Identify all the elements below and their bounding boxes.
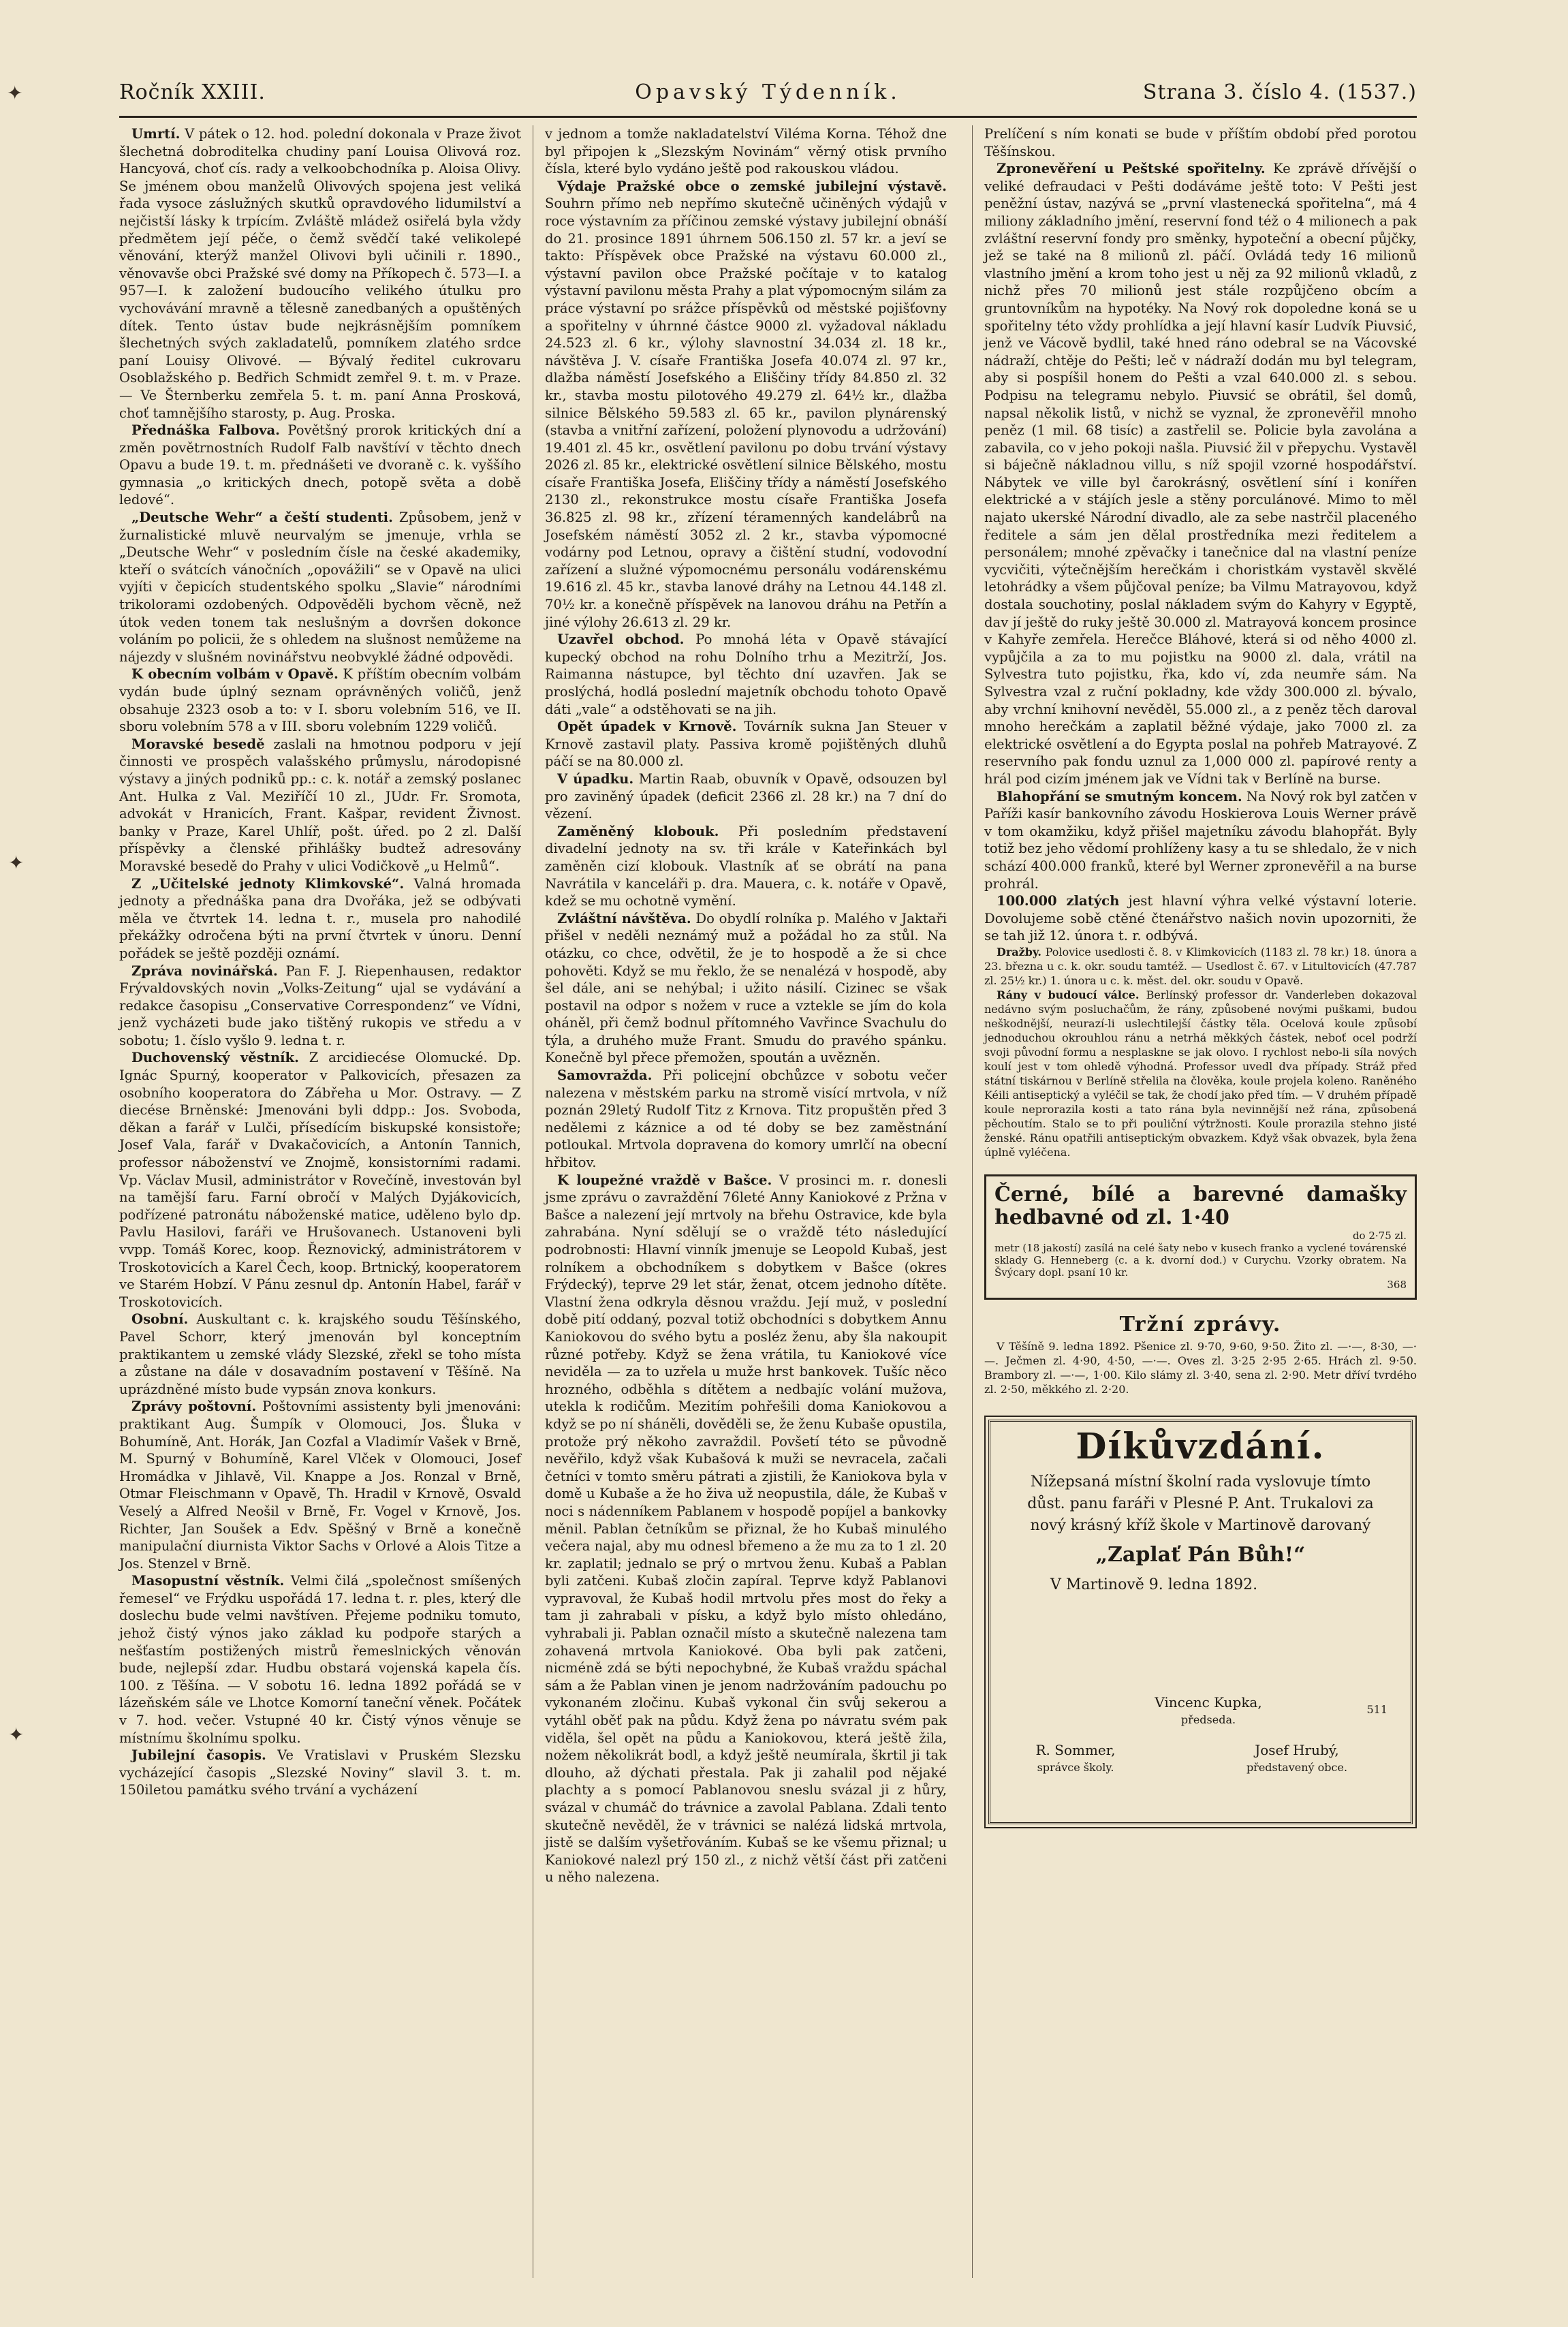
article [984,788,1417,893]
article-body: jest hlavní výhra velké výstavní loterie. Dovolujeme sobě ctěné čtenářstvo našich novin upozorniti, že se tah již 12. února t. r. odbývá. [984,893,1417,944]
article-heading: Z „Učitelské jednoty Klimkovské“. [131,875,405,892]
article [545,718,947,770]
article-body: Po mnohá léta v Opavě stávající kupecký obchod na rohu Dolního trhu a Mezitrží, Jos. Raimanna nástupce, byl těchto dní uzavřen. Jak se proslýchá, hodlá poslední majetník obchodu tohoto Opavě dáti „vale“ a odstěhovati se na jih. [545,631,947,717]
article-heading: K obecním volbám v Opavě. [131,666,339,683]
article-body: K příštím obecním volbám vydán bude úplný seznam oprávněných voličů, jenž obsahuje 2323 osob a to: v I. sboru volebním 516, ve II. sboru volebním 578 a v III. sboru volebním 1229 voličů. [119,666,521,735]
thanks-body: Nížepsaná místní školní rada vyslovuje tímto důst. panu faráři v Plesné P. Ant. Trukalovi za nový krásný kříž škole v Martinově darovaný [1027,1473,1374,1535]
article-body: Ve Vratislavi v Pruském Slezsku vycházející časopis „Slezské Noviny“ slavil 3. t. m. 150iletou památku svého trvání a vycházení [119,1747,521,1798]
thanks-notice [988,1420,1413,1824]
article-body: Berlínský professor dr. Vanderleben dokazoval nedávno svým posluchačům, že rány, způsobené novými puškami, budou neškodnější, neurazí-li uslechtilejší částky těla. Ocelová koule způsobí jednoduchou okrouhlou ránu a netrhá měkkých částek, neboť ocel podrží svoji původní formu a nesplaskne se jak olovo. I rychlost nebo-li síla nových koulí jest v tom ohledě výhodná. Professor uvedl dva případy. Stráž před státní tiskárnou v Berlíně střelila na člověka, koule projela kolenо. Raněného Kéili antiseptický a vyléčil se tak, že chodí jako před tím. — V druhém případě koule neprorazila kosti a tato rána byla nevinnější než rána, způsobená pěchoutím. Stalo se to při pouliční výtržnosti. Koule prorazila stehno jisté ženské. Ránu opatřili antiseptickým obvazkem. Když však obvazek, byla žena úplně vyléčena. [984,988,1417,1159]
article-heading: Osobní. [131,1311,189,1328]
column-3 [984,125,1417,1824]
article-heading: Zaměněný klobouk. [557,823,719,839]
article-heading: Umrtí. [131,126,181,142]
ad-text: metr (18 jakostí) zasílá na celé šaty nebo v kusech franko a vyclené továrenské sklady G. Henneberg (c. a k. dvorní dod.) v Curychu. Vzorky obratem. Na Švýcary dopl. psaní 10 kr. [994,1241,1407,1279]
article-body: Na Nový rok byl zatčen v Paříži kasír bankovního závodu Hoskierova Louis Werner právě v tom okamžiku, když přišel majetníku závodu blahopřát. Byly totiž bez jeho vědomí prohlíženy kasy a tu se shledalo, že v nich schází 400.000 franků, které byl Werner zpronevěřil a na burse prohrál. [984,788,1417,892]
page-header [119,80,1417,110]
article [984,945,1417,988]
newspaper-page [119,80,1417,2281]
article-heading: V úpadku. [557,770,634,787]
signer-role: správce školy. [1037,1761,1114,1775]
article-heading: 100.000 zlatých [997,893,1120,909]
article-continuation: Prelíčení s ním konati se bude v příštím období před porotou Těšínskou. [984,126,1417,159]
article [545,910,947,1067]
market-reports: V Těšíně 9. ledna 1892. Pšenice zl. 9·70, 9·60, 9·50. Žito zl. —·—, 8·30, —·—. Ječmen zl. 4·90, 4·50, —·—. Oves zl. 3·25 2·95 2·65. Hrách zl. 9·50. Brambory zl. —·—, 1·00. Kilo slámy zl. 3·40, sena zl. 2·90. Metr dříví tvrdého zl. 2·50, měkkého zl. 2·20. [984,1339,1417,1396]
volume-label: Ročník XXIII. [119,80,266,104]
article-body: Ke zprávě dřívější o veliké defraudaci v Pešti dodáváme ještě toto: V Pešti jest peněžní ústav, nazývá se „první vlastenecká spořitelna“, má 4 miliony základního jmění, reservní fond též o 4 milionech a pak zvláštní reservní fondy pro směnky, hypoteční a obecní půjčky, jež se také na 8 milionů zl. páčí. Ovládá tedy 16 milionů vlastního jmění a krom toho jest u něj za 92 milionů vkladů, z nichž přes 70 milionů jest stále rozpůjčeno obcím a gruntovníkům na hypotéky. Na Nový rok dopoledne koná se u spořitelny této vždy prohlídka a její hlavní kasír Ludvík Piuvsić, jenž ve Vácově bydlil, také hned ráno odebral se na Vácovské nádraží, chtěje do Pešti; leč v nádraží dodán mu byl telegram, aby si pospíšil honem do Pešti a vzal 640.000 zl. s sebou. Podpisu na telegramu nebylo. Piuvsić se obrátil, šel domů, napsal několik listů, v nichž se vyznal, že zpronevěřil mnoho peněz (1 mil. 68 tisíc) a zastřelil se. Policie byla zavolána a zabavila, co v jeho pokoji našla. Piuvsić žil v přepychu. Vystavěl si báječně nákladnou villu, s níž spojil vzorné hospodářství. Nábytek ve ville byl čarokrásný, osvětlení síní i konířen elektrické a v stájích jesle a stěny porculánové. Mimo to měl najato ukerské Národní divadlo, ale za sebe nastrčil placeného ředitele a sám jen dělal prostředníka mezi ředitelem a personálem; mnohé zpěvačky i tanečnice dal na vlastní peníze vycvičiti, výtečnějším herečkám i choristkám vystavěl skvělé letohrádky a všem půjčoval peníze; ba Vilmu Matrayovou, když dostala souchotiny, poslal nákladem svým do Kahyry v Egyptě, dav jí ještě do ruky ještě 30.000 zl. Matrayová koncem prosince v Kahyře zemřela. Herečce Bláhové, která si od něho 4000 zl. vypůjčila a za to mu pojistku na 9000 zl. dala, vrátil na Sylvestra tuto pojistku, řka, kdo ví, zda neumře sám. Na Sylvestra vzal z ruční pokladny, kde vždy 300.000 zl. bývalo, aby vrchní knihovní nevěděl, 55.000 zl., a z peněz těch daroval mnoho herečkám a zaplatil běžné výdaje, jako 7000 zl. za elektrické osvětlení a do Egypta poslal na pohřeb Matrayové. Z reservního pak fondu uznul za 1,000 000 zl. papírové renty a hrál pod cizím jménem jak ve Vídni tak v Berlíně na burse. [984,161,1417,787]
thanks-motto: „Zaplať Pán Bůh!“ [1095,1543,1306,1567]
article [119,1049,521,1311]
binding-mark: ✦ [7,82,23,104]
article-body: Při posledním představení divadelní jednoty na sv. tři krále v Kateřinkách byl zaměněn cizí klobouk. Vlastník ať se obrátí na pana Navrátila v kanceláři p. dra. Mauera, c. k. notáře v Opavě, kdež se mu ochotně vymění. [545,823,947,909]
article-heading: Dražby. [997,945,1041,958]
article-body: Velmi čilá „společnost smíšených řemesel“ ve Frýdku uspořádá 17. ledna t. r. ples, který dle doslechu bude velmi navštíven. Přejeme podniku tomuto, jehož čistý výnos jako základ ku podpoře starých a nešťastím postižených mistrů řemeslnických věnován bude, nejlepší zdar. Hudbu obstará vojenská kapela čís. 100. z Těšína. — V sobotu 16. ledna 1892 pořádá se v lázeňském sále ve Lhotce Komorní taneční věnek. Počátek v 7. hod. večer. Vstupné 40 kr. Čistý výnos věnuje se místnímu školnímu spolku. [119,1573,522,1746]
header-rule [119,116,1417,118]
article-body: V prosinci m. r. donesli jsme zprávu o zavraždění 76leté Anny Kaniokové z Pržna v Bašce a nalezení její mrtvoly na břehu Ostravice, kde byla zahrabána. Nyní sdělují se o vraždě této následující podrobnosti: Hlavní vinník jmenuje se Leopold Kubaš, jest rolníkem a obchodníkem s dobytkem v Bašce (okres Frýdecký), teprve 29 let stár, ženat, otcem jednoho dítěte. Vlastní žena odkryla děsnou vraždu. Její muž, v poslední době pití oddaný, pozval totiž obchodníci s dobytkem Annu Kaniokovou do svého bytu a posléz ženu, aby šla nakoupit různé potřeby. Když se žena vrátila, tu Kaniokové více neviděla — za to uzřela u muže hrst bankovek. Tušíc něco hrozného, odběhla s dítětem a nedbajíc volání mužova, utekla k rodičům. Mezitím pohřešili doma Kaniokovou a když se po ní sháněli, dověděli se, že ženu Kubaše opustila, protože prý někoho zavraždil. Povšetí této se původně nevěřilo, když však Kubašová k muži se nevracela, začali četníci v tomto směru pátrati a zjistili, že Kaniokova byla v domě u Kubaše a že ho živa už neopustila, dále, že Kubaš v noci s nádenníkem Pablanem v hospodě popíjel a bankovky měnil. Pablan četníkům se přiznal, že ho Kubaš minulého večera najal, aby mu odnesl břemeno a že mu za to 1 zl. 20 kr. zaplatil; jednalo se prý o mrtvou ženu. Kubaš a Pablan byli zatčeni. Kubaš zločin zapíral. Teprve když Pablanovi vypravoval, že Kubaš hodil mrtvolu přes most do řeky a tam ji zahrabali v písku, a když bylo místo ohledáno, vyhrabali ji. Pablan označil místo a skutečně nalezena tam zohavená mrtvola Kaniokové. Oba byli pak zatčeni, nicméně zdá se býti nepochybné, že Kubaš vraždu spáchal sám a že Pablan vinen je jenom nadržováním padouchu po vykonaném zločinu. Kubaš vykonal čin svůj sekerou a vytáhl oběť pak na půdu. Když žena po návratu svém pak viděla, šel opět na půdu a Kaniokovou, která ještě žila, nožem několikrát bodl, a když ještě neumírala, škrtil ji tak dlouho, až dýchati přestala. Pak ji zahalil pod nějaké plachty a s pomocí Pablanovou sneslu svázal ji z hůry, svázal v chumáč do trávnice a zavolal Pablana. Zdali tento skutečně nevěděl, že v trávnici se nalézá lidská mrtvola, jistě se dalším vyšetřováním. Kubaš se ke všemu přiznal; u Kaniokové nalezl prý 150 zl., z nichž větší část při zatčeni u něho nalezena. [545,1172,947,1886]
article [984,988,1417,1159]
article [119,509,521,666]
article-body: Poštovními assistenty byli jmenováni: praktikant Aug. Šumpík v Olomouci, Jos. Šluka v Bohumíně, Ant. Horák, Jan Cozfal a Vladimír Vašek v Brně, M. Spurný v Bohumíně, Karel Vlček v Olomouci, Josef Hromádka v Jihlavě, Vil. Knappe a Jos. Ronzal v Brně, Otmar Fleischmann v Opavě, Th. Hradil v Krnově, Osvald Veselý a Alfred Neošil v Brně, Fr. Vogel v Krnově, Jos. Richter, Jan Soušek a Edv. Spěšný v Brně a konečně manipulační diurnista Viktor Sachs v Orlové a Alois Titze a Jos. Stenzel v Brně. [119,1399,522,1572]
article-heading: Uzavřel obchod. [557,631,685,648]
article-continuation: v jednom a tomže nakladatelství Vilémа Korna. Téhož dne byl připojen k „Slezským Novinám“ věrný otisk prvního čísla, které bylo vydáno ještě pod rakouskou vládou. [545,126,947,177]
ad-price-tail: do 2·75 zl. [1352,1229,1407,1242]
article-body: Martin Raab, obuvník v Opavě, odsouzen byl pro zaviněný úpadek (deficit 2366 zl. 28 kr.) na 7 dní do vězení. [545,770,947,822]
article [119,1572,521,1747]
signer-role: předseda. [1180,1713,1236,1727]
signature-mayor [1236,1742,1358,1777]
article-heading: Opět úpadek v Krnově. [557,719,737,735]
article [545,1067,947,1172]
column-2 [545,125,947,1886]
article [984,892,1417,945]
newspaper-title: Opavský Týdenník. [635,80,901,104]
thanks-place-date: V Martinově 9. ledna 1892. [1050,1576,1258,1593]
article [545,770,947,823]
article-heading: Přednáška Falbova. [131,422,281,439]
article [119,125,521,422]
article-heading: Moravské besedě [131,736,265,752]
article-heading: Zvláštní návštěva. [557,910,691,926]
article-heading: Jubilejní časopis. [131,1747,266,1764]
notice-number: 511 [1366,1702,1387,1716]
article [119,963,521,1050]
signature-chair [1154,1694,1263,1729]
article-body: Továrník sukna Jan Steuer v Krnově zastavil platy. Passiva kromě pojištěných dluhů páčí se na 80.000 zl. [545,719,947,770]
page-number: Strana 3. číslo 4. (1537.) [1142,80,1417,104]
article-body: Pan F. J. Riepenhausen, redaktor Frývaldovských novin „Volks-Zeitung“ ujal se vydávání a redakce časopisu „Conservative Correspondenz“ ve Vídni, jenž vycházeti bude jako tištěný rukopis ve středu a v sobotu; 1. číslo vyšlo 9. ledna t. r. [119,963,521,1048]
article-body: V pátek o 12. hod. polední dokonala v Praze život šlechetná dobroditelka chudiny paní Louisa Olivová roz. Hancyová, choť cís. rady a velkoobchodníka p. Aloisa Olivy. Se jménem obou manželů Olivových spojena jest veliká řada vysoce záslužných skutků opravdového lidumilství a nejčistší lásky k trpícím. Zvláště mládež osiřelá byla vždy předmětem její péče, o čemž svědčí také velikolepé věnování, kterýž manžel Olivovi byli učinili r. 1890., věnovavše obci Pražské své domy na Příkopech č. 573—I. a 957—I. k založení budoucího velikého útulku pro vychovávání mravně a tělesně zanedbaných a opuštěných dítek. Tento ústav bude nejkrásnějším pomníkem šlechetných svých zakladatelů, pomníkem zlatého srdce paní Louisy Olivové. — Bývalý ředitel cukrovaru Osoblažského p. Bedřich Schmidt zemřel 9. t. m. v Praze. — Ve Šternberku zemřela 5. t. m. paní Anna Prosková, choť tamnějšího starosty, p. Aug. Proska. [119,126,521,421]
article-heading: Výdaje Pražské obce o zemské jubilejní výstavě. [557,178,947,194]
thanks-title: Díkůvzdání. [1076,1425,1326,1467]
article-body: Auskultant c. k. krajského soudu Těšínského, Pavel Schorr, který jmenován byl konceptním praktikantem u zemské vlády Slezské, zřekl se toho místa a zůstane na dále v dosavadním postavení v Těšíně. Na uprázdněné místo bude vypsán znova konkurs. [119,1311,521,1397]
column-1 [119,125,521,1799]
article-heading: Zprávy poštovní. [131,1399,257,1415]
article-body: Při policejní obchůzce v sobotu večer nalezena v městském parku na stromě visící mrtvola, v níž poznán 29letý Rudolf Titz z Krnova. Titz propuštěn před 3 nedělemi z káznice a od té doby se bez zaměstnání potloukal. Mrtvola dopravena do komory umrlčí na obecní hřbitov. [545,1067,947,1171]
article-heading: Zpráva novinářská. [131,963,278,979]
article-heading: K loupežné vraždě v Bašce. [557,1172,772,1188]
article-heading: Samovražda. [557,1067,653,1084]
article [119,422,521,509]
article [545,823,947,910]
article-body: Polovice usedlosti č. 8. v Klimkovicích (1183 zl. 78 kr.) 18. února a 23. března u c. k. okr. soudu tamtéž. — Usedlost č. 67. v Litultovicích (47.787 zl. 25½ kr.) 1. února u c. k. měst. del. okr. soudu v Opavě. [984,945,1417,987]
article-body: Způsobem, jenž v žurnalistické mluvě neurvalým se jmenuje, vrhla se „Deutsche Wehr“ v posledním čísle na české akademiky, kteří o svátcích vánočních „opovážili“ se v Opavě na ulici vyjíti v čepicích studentského spolku „Slavie“ národními trikolorami ozdobených. Odpověděli bychom věcně, než útok veden tonem tak neslušným a dovršen dokonce voláním po policii, že s ohledem na slušnost nemůžeme na nájezdy v slušném novinářstvu neobvyklé žádné odpovědi. [119,510,521,665]
article-heading: „Deutsche Wehr“ a čeští studenti. [131,510,393,526]
article-heading: Duchovenský věstník. [131,1050,299,1066]
advertisement-silk [984,1174,1417,1300]
article-heading: Rány v budoucí válce. [997,988,1140,1001]
article-body: Do obydlí rolníka p. Maléhо v Jaktaři přišel v neděli neznámý muž a požádal ho za stůl. Na otázku, co chce, odvětil, že je to hospodě a že si chce pohověti. Když se mu řeklo, že se nenalézá v hospodě, aby šel dále, ani se nehýbal; i užito násilí. Cizinec se však postavil na odpor s nožem v ruce a vztekle se jím do kola oháněl, při čemž bodnul přítomného Vavřince Svachulu do týla, a druhého muže Frant. Smudu do pravého spánku. Konečně byl přece přemožen, spoután a uvězněn. [545,910,947,1066]
article [119,1398,521,1572]
article [545,178,947,631]
article [119,1311,521,1398]
market-reports-title: Tržní zprávy. [1119,1312,1282,1337]
article-heading: Zpronevěření u Peštské spořitelny. [997,161,1266,177]
signer-role: představený obce. [1246,1761,1348,1775]
ad-headline: Černé, bílé a barevné damašky hedbavné od zl. 1·40 [994,1182,1407,1230]
article [545,1172,947,1886]
article [984,160,1417,787]
article-heading: Masopustní věstník. [131,1573,285,1589]
article [119,1747,521,1799]
ad-number: 368 [1387,1278,1407,1291]
article-body: Valná hromada jednoty a přednáška pana dra Dvořáka, jež se odbývati měla ve čtvrtek 14. ledna t. r., musela pro nahodilé překážky odročena býti na první čtvrtek v únoru. Denní pořádek se ještě později oznámí. [119,875,521,961]
article-heading: Blahopřání se smutným koncem. [997,788,1242,805]
signer-name: Josef Hrubý, [1255,1741,1339,1758]
article [119,666,521,735]
binding-mark: ✦ [8,852,25,874]
article-body: Povětšný prorok kritických dní a změn povětrnostních Rudolf Falb navštíví v těchto dnech Opavu a bude 19. t. m. přednášeti ve dvoraně c. k. vyššího gymnasia „o kritických dnech, potopě světa a době ledové“. [119,422,521,508]
signer-name: R. Sommer, [1035,1741,1116,1758]
article [119,736,521,875]
article-body: Z arcidiecése Olomucké. Dp. Ignác Spurný, kooperator v Palkovicích, přesazen za osobního kooperatora do Zábřeha u Mor. Ostravy. — Z diecése Brněnské: Jmenováni byli ddpp.: Jos. Svoboda, děkan a farář v Lulči, přísedícím biskupské konsistoře; Josef Vala, farář v Dvakačovicích, a Antonín Tannich, professor náboženství ve Znojmě, konsistorními radami. Vp. Václav Musil, administrátor v Rovečíně, investován byl na tamější faru. Farní obročí v Malých Dyjákovicích, podřízené patronátu náboženské matice, uděleno bylo dp. Pavlu Hasilovi, faráři ve Hrušovanech. Ustanoveni byli vvpp. Tomáš Korec, koop. Řeznovický, administrátorem v Troskotovicích a Karel Čech, koop. Brtnický, kooperatorem ve Starém Hobzí. V Pánu zesnul dp. Antonín Habel, farář v Troskotovicích. [119,1050,521,1310]
column-divider [972,125,973,2278]
signer-name: Vincenc Kupka, [1155,1693,1262,1711]
article [545,631,947,718]
signature-teacher [1018,1742,1133,1777]
binding-mark: ✦ [8,1723,25,1746]
article [119,875,521,963]
article-body: Souhrn přímo neb nepřímo skutečně učiněných výdajů v roce výstavním za příčinou zemské výstavy jubilejní obnáší do 21. prosince 1891 úhrnem 506.150 zl. 57 kr. a jeví se takto: Příspěvek obce Pražské na výstavu 60.000 zl., výstavní pavilon obce Pražské počítaje v to katalog výstavní pavilonu města Prahy a plat výpomocným silám za práce výstavní po srážce příspěvků od městské pojišťovny a spořitelny v úhrnné částce 9000 zl. vyžadoval nákladu 24.523 zl. 6 kr., výlohy slavnostní 34.034 zl. 18 kr., návštěva J. V. císaře Františka Josefa 40.074 zl. 97 kr., dlažba náměstí Josefského a Eliščiny třídy 84.850 zl. 32 kr., stavba mostu pilotového 49.279 zl. 64½ kr., dlažba silnice Bělského 59.583 zl. 65 kr., pavilon plynárenský (stavba a vnitřní zařízení, položení plynovodu a udržování) 19.401 zl. 45 kr., osvětlení pavilonu po dobu trvání výstavy 2026 zl. 85 kr., elektrické osvětlení silnice Bělského, mostu císaře Františka Josefa, Eliščiny třídy a náměstí Josefského 2130 zl., rekonstrukce mostu císaře Františka Josefa 36.825 zl. 98 kr., zřízení téramenných kandelábrů na Josefském náměstí 3052 zl. 2 kr., stavba výpomocné vodárny pod Letnou, opravy a čištění studní, vodovodní zařízení a služné výpomocnému personálu vodárenskému 19.616 zl. 45 kr., stavba lanové dráhy na Letnou 44.148 zl. 70½ kr. a konečně příspěvek na lanovou dráhu na Petřín a jiné výlohy 26.613 zl. 29 kr. [545,196,947,630]
article-body: zaslali na hmotnou podporu v její činnosti ve prospěch valašského průmyslu, národopisné výstavy a jiných podniků pp.: c. k. notář a zemský poslanec Ant. Hulka z Val. Meziříčí 10 zl., JUdr. Fr. Sromota, advokát v Hranicích, Frant. Kašpar, revident Živnost. banky v Praze, Karel Uhlíř, pošt. úřed. po 2 zl. Další příspěvky a členské přihlášky budtež adresovány Moravské besedě do Prahy v ulici Vodičkově „u Helmů“. [119,736,521,874]
